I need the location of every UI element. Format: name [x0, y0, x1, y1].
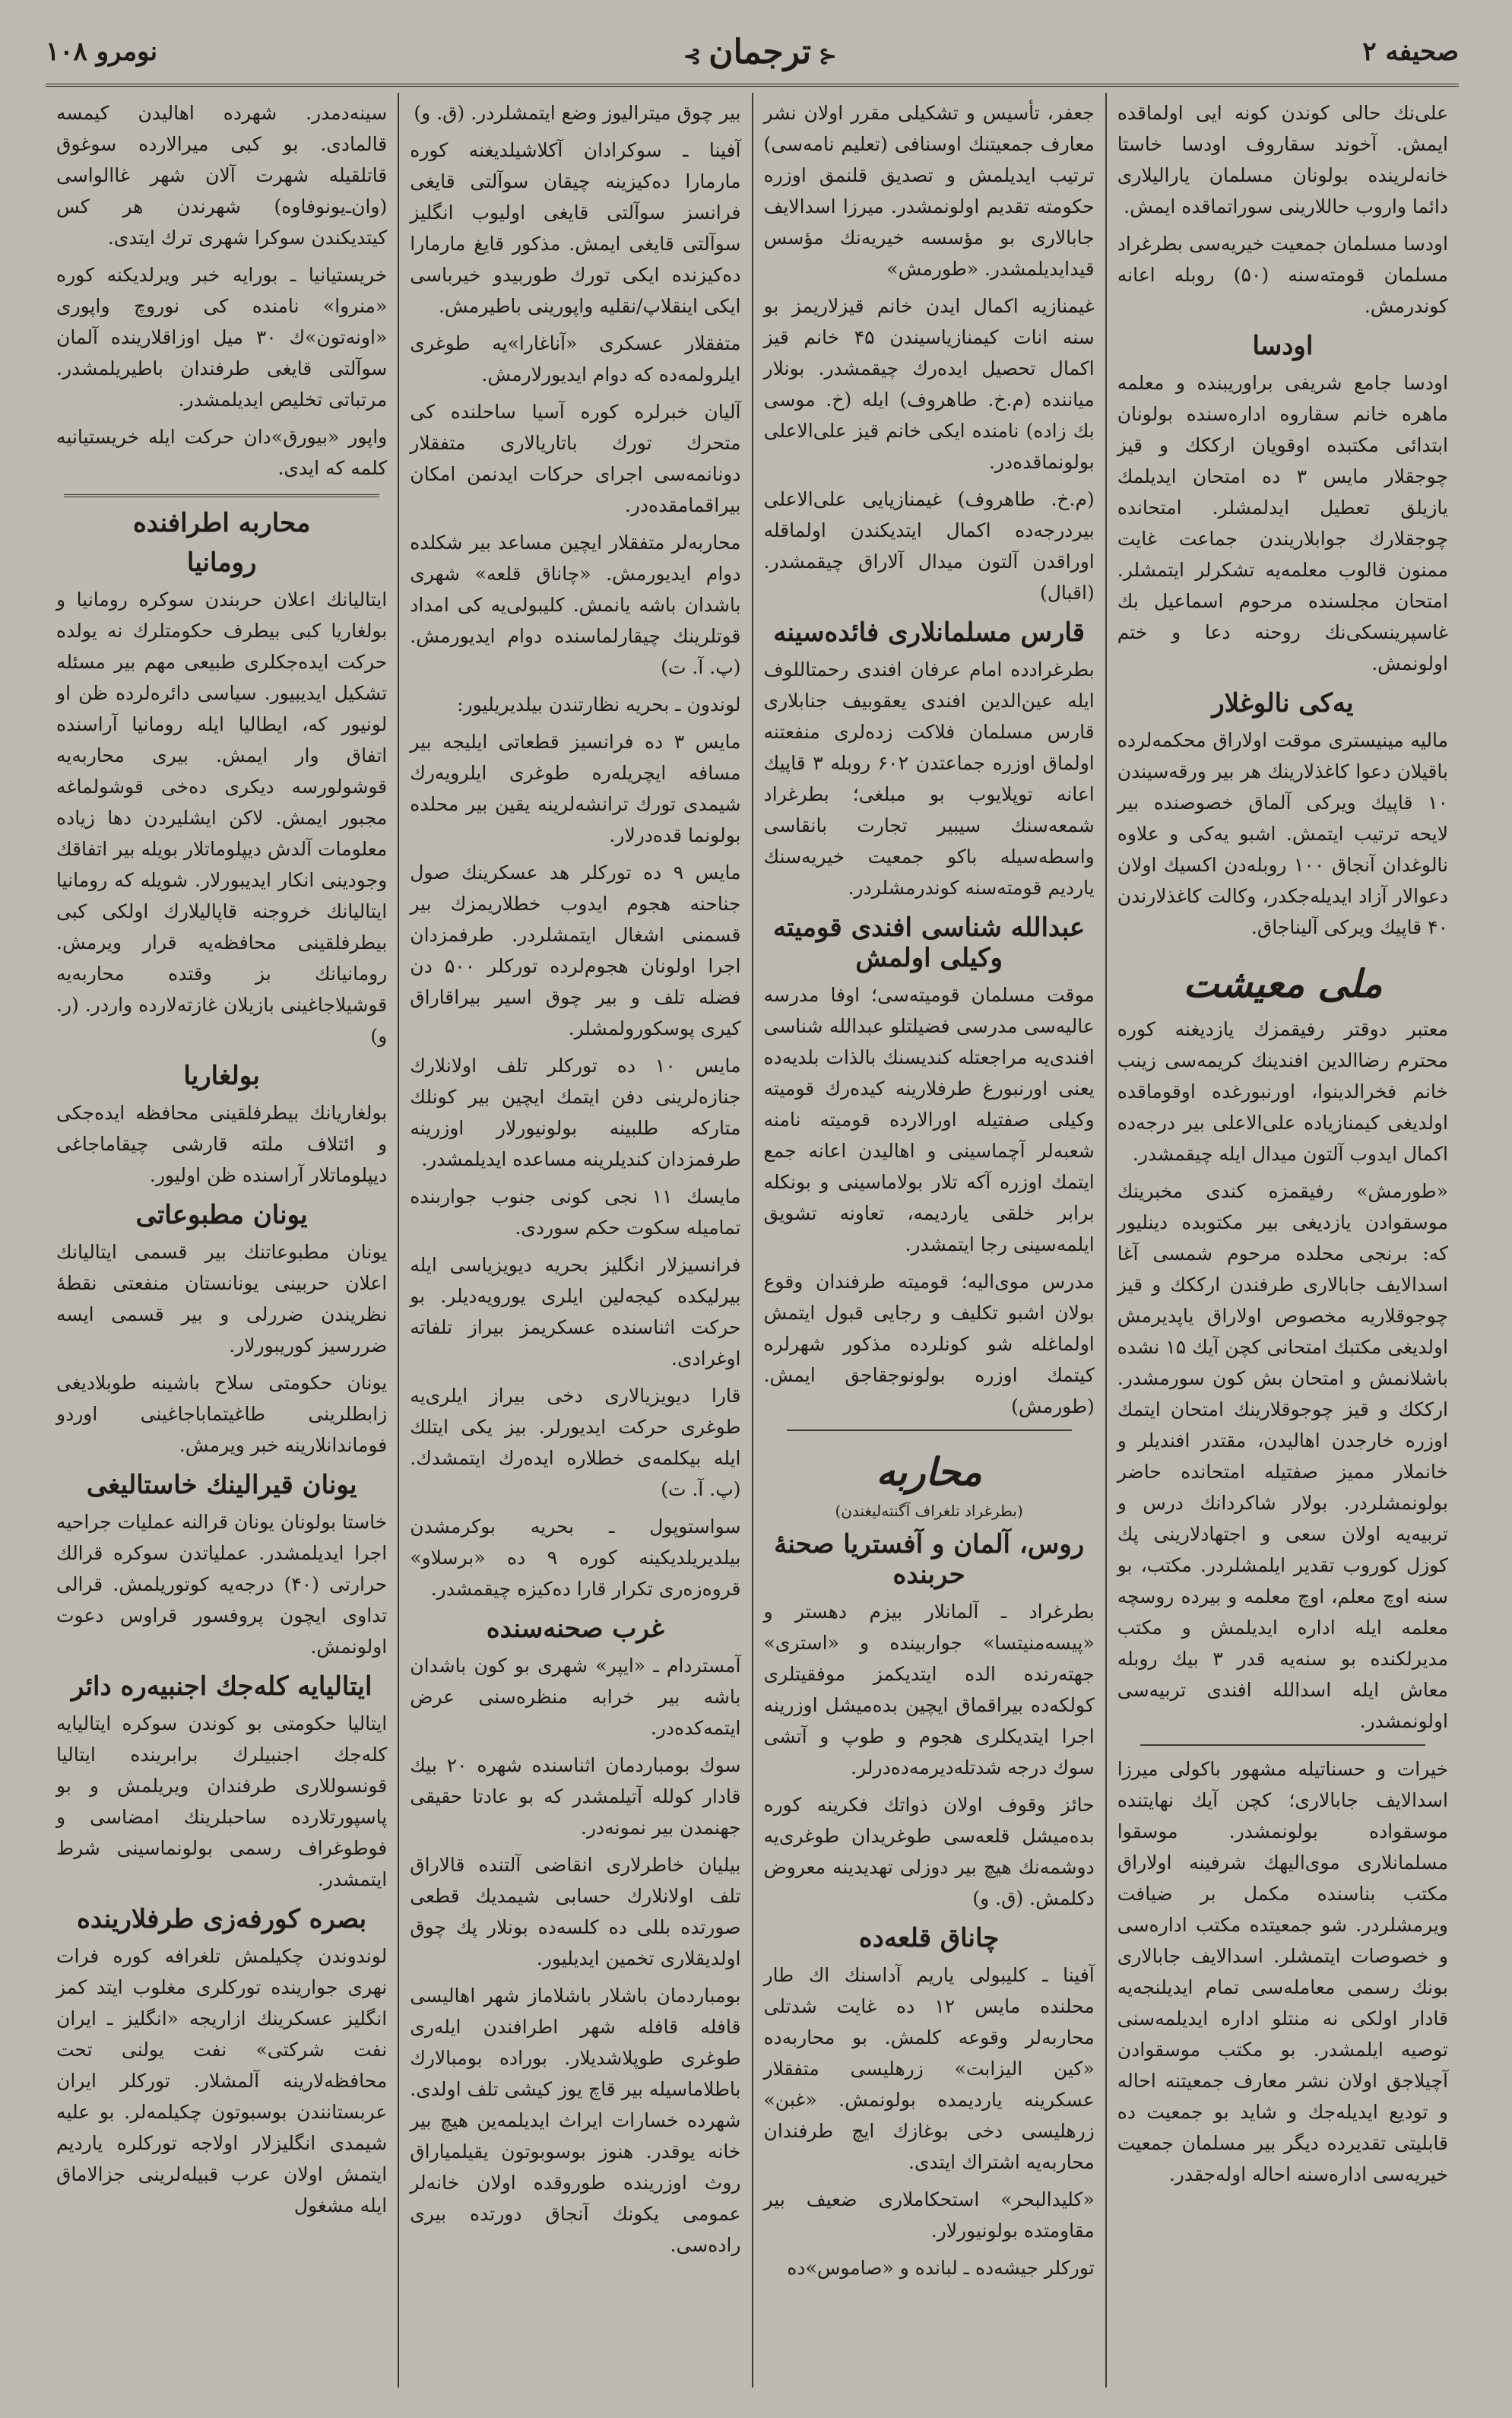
article-paragraph: سینه‌دمدر. شهرده اهالیدن كیمسه قالمادی. بو كبی میرالارده سوغوق قاتلقیله شهرت آلان شهر غاالواسی (وان‌ـ‌یونوفاوه) شهرندن هر كس كیتدیكندن سوكرا شهری ترك ایتدی.: [56, 102, 388, 249]
article-paragraph: بومباردمان باشلار باشلاماز شهر اهالیسی قافله قافله شهر اطرافندن ایله‌ری طوغری طوپلاشدیلار. بوراده بومبالارك باطلاماسیله بیر قاچ یوز كیشی تلف اولدی. شهرده خسارات ایراث ایدیلمه‌ین هیچ بیر خانه یوقدر. هنوز بوسوبوتون یقیلمیاراق روث اوزرینده طوروقده اولان خانه‌لر عمومی یكونك آنجاق دورتده بیری راده‌سی.: [410, 1985, 741, 2256]
article-heading: ایتالیایه كله‌جك اجنبیه‌ره دائر: [71, 1671, 372, 1702]
article-paragraph: بطرغرادده امام عرفان افندی رحمتاللوف ایله عین‌الدین افندی یعقوبیف جنابلاری قارس مسلمان فلاكت زده‌لری منفعتنه اولماق اوزره جماعتدن ۶۰۲ روبله ۳ قاپیك اعانه توپلایوب بو مبلغی؛ بطرغراد شمعه‌سنك سیبیر تجارت بانقاسی واسطه‌سیله باكو جمعیت خیریه‌سنك یاردیم قومته‌سنه كوندرمشلردر.: [763, 658, 1095, 899]
article-paragraph: بولغاریانك بیطرفلقینی محافظه ایده‌جكی و ائتلاف ملته قارشی چیقاماجاغی دیپلوماتلار آراسنده ظن اولیور.: [56, 1102, 388, 1186]
header-rule: [46, 84, 1459, 87]
article-paragraph: متفقلار عسكری «آناغارا»یه طوغری ایلرولمه‌ده كه دوام ایدیورلارمش.: [410, 332, 741, 386]
article-paragraph: مایس ۱۰ ده توركلر تلف اولانلارك جنازه‌لرینی دفن ایتمك ایچین بیر كونلك متاركه طلبینه بولونیورلار اوزرینه طرفمزدان كندیلرینه مساعده ایدیلمشدر.: [410, 1055, 741, 1170]
article-paragraph: «طورمش» رفیقمزه كندی مخبرینك موسقوادن یازدیغی بیر مكتوبده دینلیور كه: برنجی محلده مرحوم شمسی آغا اسدالایف جابالاری طرفندن ارككك و قیز چوجوقلاریه مخصوص اولاراق یاپدیرمش اولدیغی مكتبك امتحانی كچن آیك ۱۵ نشده باشلانمش و امتحان بش كون سورمشدر. ارككك و قیز چوجوقلارینك امتحان ایتمك اوزره خارجدن اهالیدن، مقتدر افندیلر و خانملار ممیز صفتیله امتحانده حاضر بولونمشلردر. بولار شاكردانك درس و تربیه‌یه اولان سعی و اجتهادلارینی پك كوزل كوروب تقدیر ایلمشلردر. مكتب، بو سنه اوچ معلم، اوچ معلمه و بیرده روسچه معلمه ایله اداره ایدیلمش و مكتب مدیرلكنده بو سنه‌یه قدر ۳ بیك روبله معاش ایله اسدالله افندی تربیه‌سی اولونمشدر.: [1117, 1180, 1449, 1732]
column-1: [1105, 93, 1459, 2388]
article-paragraph: لوندوندن چكیلمش تلغرافه كوره فرات نهری جوارینده توركلری مغلوب ایتد كمز انگلیز عسكرینك ازاریجه «انگلیز ـ ایران نفت شركتی» نفت یولنی تحت محافظه‌لارینه آلمشلار. توركلر ایران عربستانندن بوسبوتون چكیلمه‌لر. بو علیه شیمدی انگلیزلار اولاجه توركلره یاردیم ایتمش اولان عرب قبیله‌لرینی جزالاماق ایله مشغول: [56, 1945, 388, 2216]
article-heading: یه‌كی نالوغلار: [1212, 688, 1354, 719]
article-paragraph: یونان حكومتی سلاح باشینه طوبلادیغی زابطلرینی طاغیتماباجاغینی اوردو فوماندانلارینه خبر ویرمش.: [56, 1372, 388, 1456]
article-paragraph: محاربه‌لر متفقلار ایچین مساعد بیر شكلده دوام ایدیورمش. «چاناق قلعه» شهری باشدان باشه یانمش. كلیبولی‌یه كی امداد قوتلرینك چیقارلماسنده دوام ایدیورمش. (پ. آ. ت): [410, 532, 741, 678]
article-paragraph: سوك بومباردمان اثناسنده شهره ۲۰ بیك قادار كولله آتیلمشدر كه بو عادتا حقیقی جهنمدن بیر نمونه‌در.: [410, 1754, 741, 1839]
article-paragraph: آلیان خبرلره كوره آسیا ساحلنده كی متحرك تورك باتاریالاری متفقلار دونانمه‌سی اجرای حركات ایدنمن امكان بیراقمامقده‌در.: [410, 401, 741, 516]
column-3: [398, 93, 751, 2388]
column-4: [46, 93, 398, 2388]
article-heading: چاناق قلعه‌ده: [858, 1923, 1000, 1953]
page-header: [46, 21, 1459, 82]
article-paragraph: سواستوپول ـ بحریه بوكرمشدن بیلدیریلدیكینه كوره ۹ ده «برسلاو» قروه‌زه‌ری تكرار قارا ده‌كیزه چیقمشدر.: [410, 1515, 741, 1600]
issue-number-label: نومرو ۱۰۸: [46, 36, 158, 67]
ornament-right-icon: ⊰: [819, 43, 837, 68]
article-paragraph: مدرس موی‌الیه؛ قومیته طرفندان وقوع بولان اشبو تكلیف و رجایی قبول ایتمش اولماغله شو كونلرده مذكور شهرلره كیتمك اوزره بولونوجقاجق ایمش. (طورمش): [763, 1271, 1095, 1417]
article-paragraph: بیلیان خاطرلاری انقاضی آلتنده قالاراق تلف اولانلارك حسابی شیمدیك قطعی صورتده بللی ده كلسه‌ده بونلار پك چوق اولدیقلاری تخمین ایدیلیور.: [410, 1854, 741, 1969]
article-paragraph: (م.خ. طاهروف) غیمنازیایی علی‌الاعلی بیردرجه‌ده اكمال ایتدیكندن اولماقله اوراقدن آلتون میدال آلاراق چیقمشدر. (اقبال): [763, 488, 1095, 604]
article-paragraph: «كلیدالبحر» استحكاملاری ضعیف بیر مقاومتده بولونیورلار.: [763, 2188, 1095, 2242]
article-paragraph: مایس ۳ ده فرانسیز قطعاتی ایلیجه بیر مسافه ایچریله‌ره طوغری ایلرویه‌رك شیمدی تورك ترانشه‌لرینه یقین بیر محلده بولونما قده‌درلار.: [410, 731, 741, 846]
article-heading: قارس مسلمانلاری فائده‌سینه: [773, 617, 1086, 648]
article-heading: یونان قیرالینك خاستالیغی: [86, 1470, 357, 1500]
article-paragraph: بطرغراد ـ آلمانلار بیزم دهستر و «پیسه‌منیتسا» جواربینده و «استری» جهته‌رنده الده ایتدیكمز موفقیتلری كولكه‌ده بیراقماق ایچین بده‌میشل اوزرینه اجرا ایتدیكلری هجوم و طوپ و آتشی سوك درجه شدتله‌دیرمه‌ده‌درلر.: [763, 1601, 1095, 1779]
article-paragraph: علی‌نك حالی كوندن كونه ایی اولماقده ایمش. آخوند سقاروف اودسا خاستا خانه‌لرینده بولونان مسلمان یارالیلاری دائما واروب حاللارینی سوراتماقده ایمش.: [1117, 102, 1448, 217]
article-paragraph: واپور «بیورق»دان حركت ایله خریستیانیه كلمه كه ایدی.: [56, 426, 388, 479]
article-heading: غرب صحنه‌سنده: [486, 1614, 664, 1644]
ornament-left-icon: ⊱: [683, 43, 702, 68]
source-note: (بطرغراد تلغراف آگنته‌لیغندن): [835, 1502, 1023, 1520]
article-paragraph: آفینا ـ سوكرادان آكلاشیلدیغنه كوره مارمارا ده‌كیزینه چیقان سوآلتی قایغی فرانسز سوآلتی قایغی اولیوب انگلیز سوآلتی قایغی ایمش. مذكور قایغ مارمارا ده‌كیزنده ایكی تورك طوربیدو خیرباسی ایكی اینقلاپ/نقلیه واپورینی باطیرمش.: [410, 139, 741, 317]
masthead: [676, 33, 845, 71]
article-heading: رومانیا: [186, 547, 257, 578]
article-heading: عبدالله شناسی افندی قومیته وكیلی اولمش: [772, 912, 1086, 973]
article-paragraph: مالیه مینیستری موقت اولاراق محكمه‌لرده باقیلان دعوا كاغذلارینك هر بیر ورقه‌سیندن ۱۰ قاپیك ویركی آلماق خصوصنده بیر لایحه ترتیب ایتمش. اشبو یه‌كی و علاوه نالوغدان آنجاق ۱۰۰ روبله‌دن اكسیك اولان دعوالار آزاد ایدیله‌جكدر، وكالت كاغذلارندن ۴۰ قاپیك ویركی آلیناجاق.: [1117, 729, 1449, 938]
section-divider: [787, 1430, 1072, 1431]
article-paragraph: موقت مسلمان قومیته‌سی؛ اوفا مدرسه عالیه‌سی مدرسی فضیلتلو عبدالله شناسی افندی‌یه مراجعتله كندیسنك بالذات بلدیه‌ده یعنی اورنبورغ طرفلارینه كیده‌رك قومیته وكیلی صفتیله اورالارده قومیته نامنه شعبه‌لر آچماسینی و اهالیدن اعانه جمع ایتمك اوزره آكه تلار بولاماسینی و بونكله برابر خلقی یاردیمه، تعاونه تشویق ایلمه‌سینی رجا ایتمشدر.: [763, 984, 1095, 1255]
article-paragraph: ایتالیانك اعلان حربندن سوكره رومانیا و بولغاریا كبی بیطرف حكومتلرك نه یولده حركت ایده‌جكلری طبیعی مهم بیر مسئله تشكیل ایدیبیور. سیاسی دائره‌لرده ظن او لونیور كه، ایطالیا ایله رومانیا آراسنده اتفاق وار ایمش. بیری محاربه‌یه قوشولورسه دیكری ده‌خی قوشولماغه مجبور ایمش. لاكن ایشلیردن دها زیاده معلومات آلدش دیپلوماتلار بویله بیر اتفاقك وجودینی انكار ایدیبورلار. شویله كه رومانیا ایتالیانك خروجنه قاپالیلارك اولكی كبی بیطرفلقینی محافظه‌یه قرار ویرمش. رومانیانك بز وقتده محاربه‌یه قوشیلاجاغینی بازیلان غازته‌لارده واردر. (ر. و): [56, 589, 388, 1047]
article-paragraph: خیرات و حسناتیله مشهور باكولی میرزا اسدالایف جابالاری؛ كچن آیك نهایتنده موسقواده بولونمشدر. موسقوا مسلمانلاری موی‌الیهك شرفینه اولاراق مكتب بناسنده مكمل بر ضیافت ویرمشلردر. شو جمعیتده مكتب اداره‌سی و خصوصات ایتمشلر. اسدالایف جابالاری بونك رسمی معامله‌سی تمام ایدیلنجه‌یه قادار اولكی نه منتلو اداره ایدیلمه‌سنی توصیه ایلمشدر. بو مكتب موسقوادن آچیلاجق اولان نشر معارف جمعیتنه احاله و تودیع ایدیله‌جك و شاید بو جمعیت ده قابلیتی تقدیرده دیگر بیر مسلمان جمعیت خیریه‌سی اداره‌سنه احاله اوله‌جقدر.: [1117, 1758, 1448, 2185]
article-paragraph: قارا دیویزیالاری دخی بیراز ایلری‌یه طوغری حركت ایدیورلر. بیز یكی ایتلك ایله بیكلمه‌ی خطلاره ایده‌رك ایتمشدك. (پ. آ. ت): [410, 1385, 741, 1500]
article-paragraph: لوندون ـ بحریه نظارتندن بیلدیریلیور:: [457, 693, 741, 716]
article-heading: روس، آلمان و آفستریا صحنهٔ حربنده: [774, 1529, 1085, 1590]
article-paragraph: ایتالیا حكومتی بو كوندن سوكره ایتالیایه كله‌جك اجنبیلرك برابرینده ایتالیا قونسوللاری طرفندان ویریلمش و بو پاسپورتلارده ساحبلرینك امضاسی و فوطوغراف رسمی بولونماسینی شرط ایتمشدر.: [56, 1712, 388, 1890]
article-paragraph: خاستا بولونان یونان قرالنه عملیات جراحیه اجرا ایدیلمشدر. عملیاتدن سوكره قرالك حرارتی (۴۰) درجه‌یه كوتوریلمش. قرالی تداوی ایچون پروفسور قراوس دعوت اولونمش.: [55, 1511, 388, 1658]
article-paragraph: فرانسیزلار انگلیز بحریه دیویزیاسی ایله بیرلیكده كیجه‌لین ایلری یورویه‌دیلر. بو حركت اثناسنده عسكریمز بیراز تلفاته اوغرادی.: [410, 1254, 741, 1369]
article-paragraph: غیمنازیه اكمال ایدن خانم قیزلاریمز بو سنه انات كیمنازیاسیندن ۴۵ خانم قیز اكمال تحصیل ایده‌رك چیقمشدر. بونلار میاننده (م.خ. طاهروف) ایله (خ. موسی بك زاده) نامنده ایكی خانم قیز علی‌الاعلی بولونماقده‌در.: [763, 295, 1095, 473]
article-paragraph: بیر چوق میترالیوز وضع ایتمشلردر. (ق. و): [414, 102, 741, 124]
article-paragraph: مایسك ۱۱ نجی كونی جنوب جواربنده تمامیله سكوت حكم سوردی.: [410, 1185, 741, 1239]
article-paragraph: یونان مطبوعاتنك بیر قسمی ایتالیانك اعلان حربینی یونانستان منفعتی نقطهٔ نظریندن ضررلی و بیر قسمی ایسه ضررسیز كوریبورلار.: [56, 1241, 388, 1357]
article-heading: بصره كورفه‌زی طرفلارینده: [77, 1904, 367, 1934]
article-paragraph: آمستردام ـ «ایپر» شهری بو كون باشدان باشه بیر خرابه منظره‌سنی عرض ایتمه‌كده‌در.: [410, 1655, 741, 1739]
article-heading: یونان مطبوعاتی: [135, 1200, 308, 1230]
article-paragraph: جعفر، تأسیس و تشكیلی مقرر اولان نشر معارف جمعیتنك اوسنافی (تعلیم نامه‌سی) ترتیب ایدیلمش و تصدیق قلنمق اوزره حكومته تقدیم اولونمشدر. میرزا اسدالایف جابالاری بو مؤسسه خیریه‌نك مؤسس قیدایدیلمشدر. «طورمش»: [763, 102, 1095, 280]
article-heading: ملی معیشت: [1183, 961, 1383, 1006]
masthead-title: ترجمان: [708, 32, 812, 71]
article-paragraph: مایس ۹ ده توركلر هد عسكرینك صول جناحنه هجوم ایدوب خطلاریمزك بیر قسمنی اشغال ایتمشلردر. طرفمزدان اجرا اولونان هجوم‌لرده توركلر ۵۰۰ دن فضله تلف و بیر چوق اسیر بیراقاراق كیری پوسكورولمشلر.: [410, 862, 741, 1039]
article-paragraph: خریستیانیا ـ بورایه خبر ویرلدیكنه كوره «منروا» نامنده كی نوروچ واپوری «اونه‌تون»ك ۳۰ میل اوزاقلارینده آلمان سوآلتی قایغی طرفندان باطیریلمشدر. مرتباتی تخلیص ایدیلمشدر.: [56, 264, 388, 411]
article-heading: اودسا: [1252, 331, 1314, 361]
article-paragraph: آفینا ـ كلیبولی یاریم آداسنك اك طار محلنده مایس ۱۲ ده غایت شدتلی محاربه‌لر وقوعه كلمش. بو محاربه‌ده «كین الیزابت» زرهلیسی متفقلار عسكرینه یاردیمده بولونمش. «غبن» زرهلیسی دخی بوغازك ایچ طرفندان محاربه‌یه اشتراك ایتدی.: [763, 1964, 1095, 2173]
column-2: [752, 93, 1105, 2388]
columns-container: [46, 93, 1459, 2388]
article-paragraph: اودسا مسلمان جمعیت خیریه‌سی بطرغراد مسلمان قومته‌سنه (۵۰) روبله اعانه كوندرمش.: [1117, 233, 1448, 317]
section-divider: [1140, 1744, 1425, 1746]
article-heading: محاربه: [876, 1449, 982, 1494]
article-paragraph: معتبر دوقتر رفیقمزك یازدیغنه كوره محترم رضاالدین افندینك كریمه‌سی زینب خانم فخرالدینوا، اورنبورغده اوقوماقده اولدیغی كیمنازیاده علی‌الاعلی بیر درجه‌ده اكمال ایدوب آلتون میدال ایله چیقمشدر.: [1117, 1018, 1448, 1165]
section-divider: [64, 494, 379, 497]
article-paragraph: حائز وقوف اولان ذواتك فكرینه كوره بده‌میشل قلعه‌سی طوغریدان طوغری‌یه دوشمه‌نك هیچ بیر دوزلی تهدیدینه معروض دكلمش. (ق. و): [763, 1794, 1095, 1909]
article-paragraph: اودسا جامع شریفی براوریبنده و معلمه ماهره خانم سقاروه اداره‌سنده بولونان ابتدائی مكتبده اوقویان ارككك و قیز چوجقلار مایس ۳ ده امتحان ایدیلمك یازیلق تعطیل ایدلمشلر. امتحانده چوجقلارك جوابلاریندن جماعت غایت ممنون قالوب معلمه‌یه تشكرلر ایتمشلر. امتحان مجلسنده مرحوم اسماعیل بك غاسپرینسكی‌نك روحنه دعا و ختم اولونمش.: [1117, 372, 1448, 674]
article-paragraph: توركلر جیشه‌ده ـ لبانده و «صاموس»ده: [787, 2257, 1095, 2279]
article-heading: محاربه اطرافنده: [132, 508, 311, 538]
page-number-label: صحیفه ۲: [1362, 36, 1459, 67]
article-heading: بولغاریا: [183, 1061, 260, 1091]
